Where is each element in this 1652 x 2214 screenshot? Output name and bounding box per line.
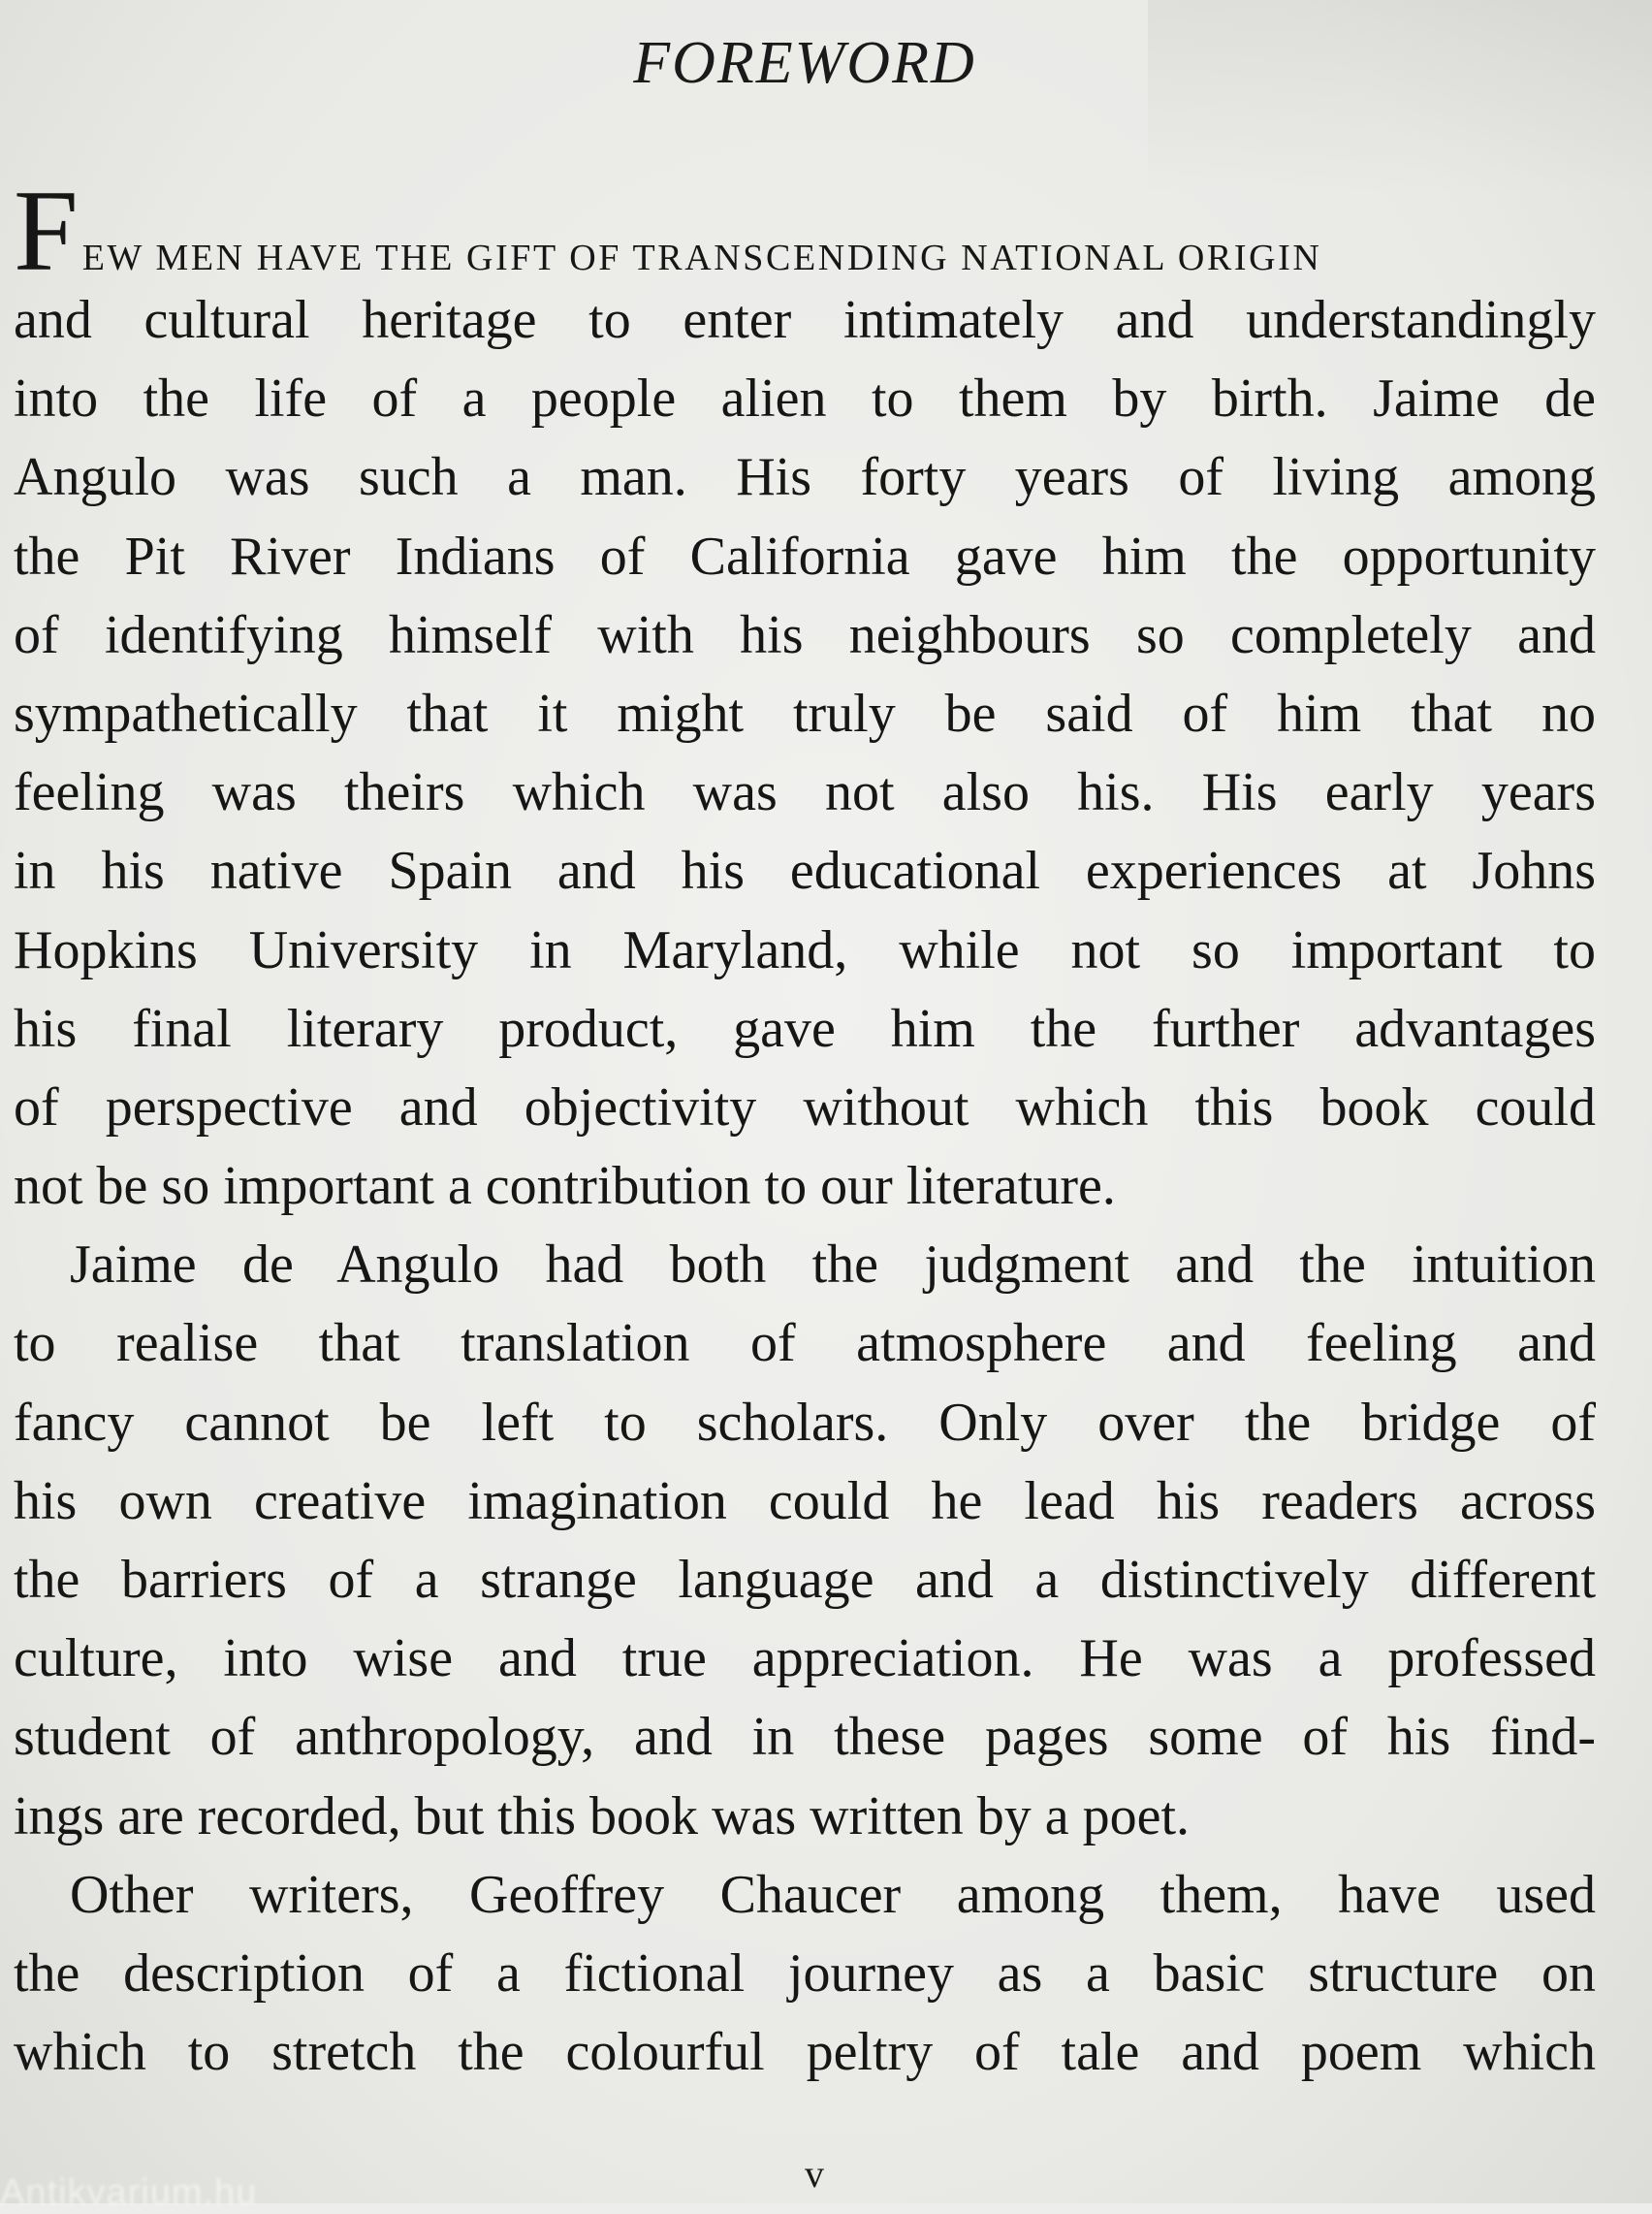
text-line: his final literary product, gave him the further advantages xyxy=(14,998,1596,1059)
foreword-body xyxy=(14,166,1596,2092)
text-line: student of anthropology, and in these pages some of his find- xyxy=(14,1707,1596,1768)
opening-smallcaps: EW MEN HAVE THE GIFT OF TRANSCENDING NATIONAL ORIGIN xyxy=(81,238,1322,278)
text-line: sympathetically that it might truly be said of him that no xyxy=(14,683,1596,744)
text-line: of perspective and objectivity without which this book could xyxy=(14,1076,1596,1138)
text-line: the barriers of a strange language and a distinctively different xyxy=(14,1550,1596,1610)
opening-line xyxy=(14,166,1596,295)
text-line: in his native Spain and his educational experiences at Johns xyxy=(14,841,1596,902)
text-line: Hopkins University in Maryland, while not so important to xyxy=(14,919,1596,980)
text-line: not be so important a contribution to our literature. xyxy=(14,1156,1116,1217)
text-line: of identifying himself with his neighbours so completely and xyxy=(14,604,1596,665)
text-line: and cultural heritage to enter intimately and understandingly xyxy=(14,290,1596,350)
text-line: the Pit River Indians of California gave him the opportunity xyxy=(14,526,1596,587)
text-line: his own creative imagination could he lead his readers across xyxy=(14,1470,1596,1531)
drop-cap: F xyxy=(14,166,79,295)
watermark: Antikvarium.hu xyxy=(0,2172,258,2213)
page-title: FOREWORD xyxy=(633,30,976,96)
text-line: feeling was theirs which was not also his. His early years xyxy=(14,762,1596,823)
text-line: Other writers, Geoffrey Chaucer among them, have used xyxy=(70,1864,1596,1925)
text-line: Angulo was such a man. His forty years of living among xyxy=(14,447,1596,508)
page-number: v xyxy=(805,2152,824,2196)
text-line: which to stretch the colourful peltry of tale and poem which xyxy=(14,2022,1596,2083)
text-line: into the life of a people alien to them by birth. Jaime de xyxy=(14,369,1596,430)
text-line: to realise that translation of atmosphere and feeling and xyxy=(14,1313,1596,1374)
text-line: the description of a fictional journey as a basic structure on xyxy=(14,1942,1596,2004)
text-line: fancy cannot be left to scholars. Only over the bridge of xyxy=(14,1392,1596,1453)
text-line: culture, into wise and true appreciation. He was a professed xyxy=(14,1628,1596,1689)
text-line: Jaime de Angulo had both the judgment and the intuition xyxy=(70,1235,1596,1296)
text-line: ings are recorded, but this book was written by a poet. xyxy=(14,1785,1191,1846)
